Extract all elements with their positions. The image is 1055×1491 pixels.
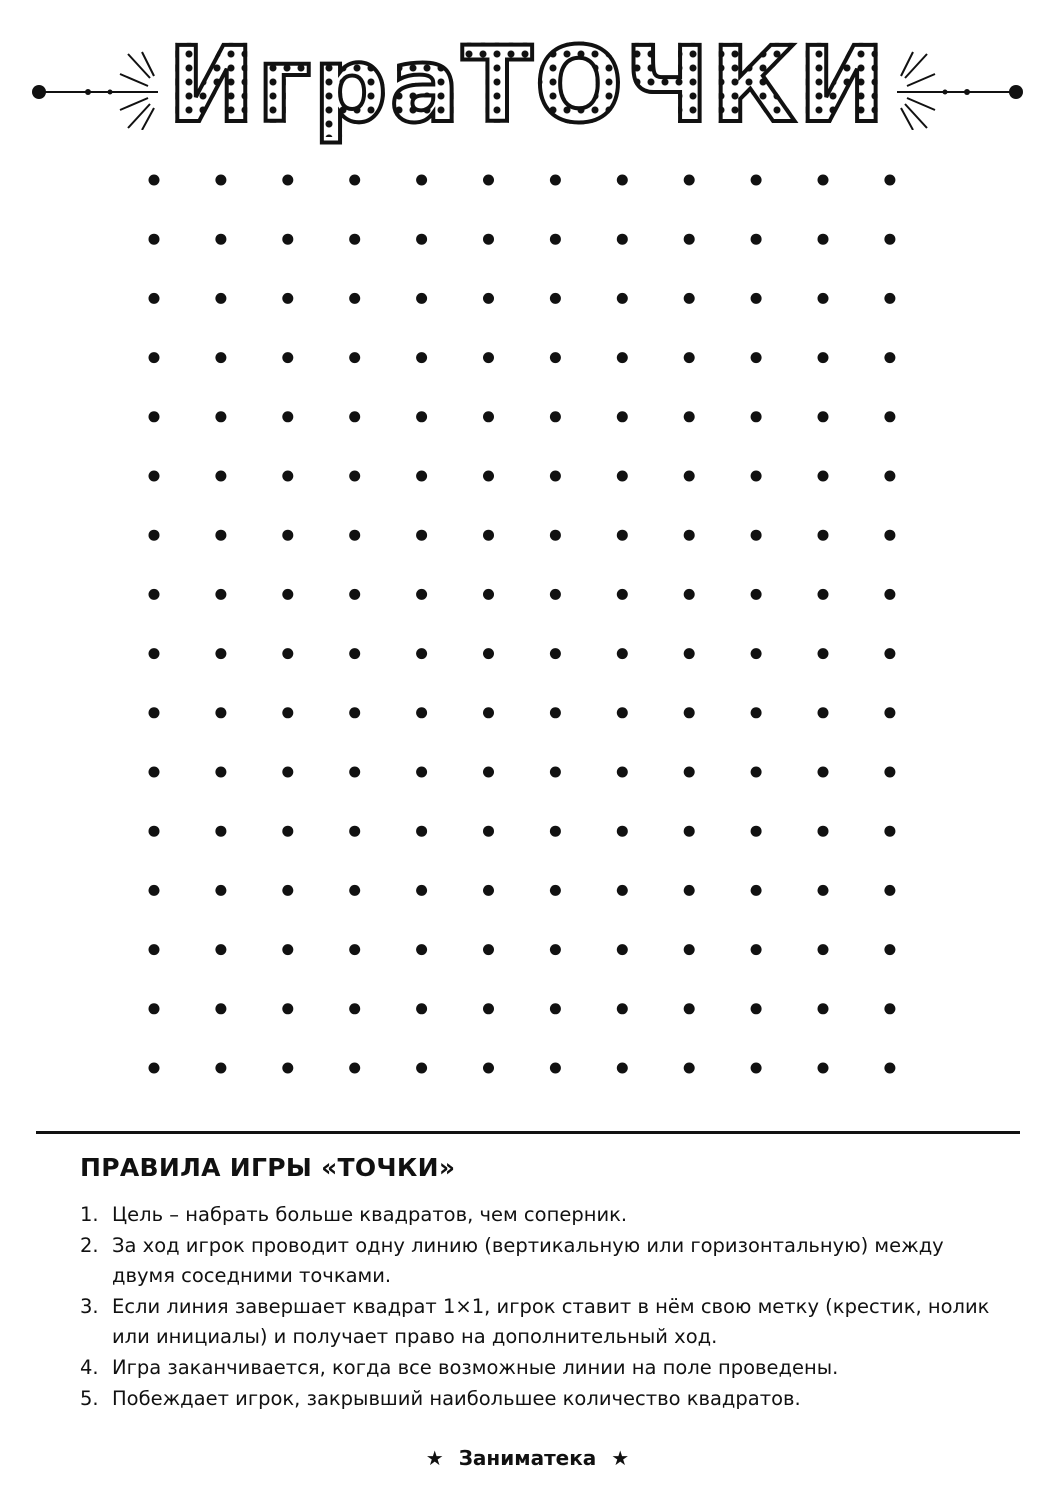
grid-dot[interactable] — [416, 589, 427, 600]
grid-dot[interactable] — [215, 767, 226, 778]
grid-dot[interactable] — [215, 352, 226, 363]
grid-dot[interactable] — [416, 411, 427, 422]
grid-dot[interactable] — [215, 293, 226, 304]
grid-dot[interactable] — [550, 826, 561, 837]
grid-dot[interactable] — [282, 352, 293, 363]
grid-dot[interactable] — [282, 530, 293, 541]
grid-dot[interactable] — [416, 530, 427, 541]
grid-dot[interactable] — [149, 885, 160, 896]
grid-dot[interactable] — [215, 944, 226, 955]
grid-dot[interactable] — [884, 471, 895, 482]
grid-dot[interactable] — [684, 885, 695, 896]
grid-dot[interactable] — [550, 767, 561, 778]
grid-dot[interactable] — [751, 1003, 762, 1014]
grid-dot[interactable] — [818, 530, 829, 541]
grid-dot[interactable] — [884, 707, 895, 718]
grid-dot[interactable] — [617, 234, 628, 245]
grid-dot[interactable] — [818, 234, 829, 245]
rule-number: 5. — [80, 1387, 99, 1410]
grid-dot[interactable] — [483, 707, 494, 718]
grid-dot[interactable] — [149, 530, 160, 541]
grid-dot[interactable] — [617, 885, 628, 896]
grid-dot[interactable] — [884, 1003, 895, 1014]
grid-dot[interactable] — [282, 767, 293, 778]
grid-dot[interactable] — [483, 1003, 494, 1014]
grid-dot[interactable] — [483, 411, 494, 422]
grid-dot[interactable] — [349, 293, 360, 304]
rule-item — [80, 1384, 1000, 1414]
grid-dot[interactable] — [751, 707, 762, 718]
grid-dot[interactable] — [884, 589, 895, 600]
grid-dot[interactable] — [818, 352, 829, 363]
grid-dot[interactable] — [349, 1003, 360, 1014]
grid-dot[interactable] — [884, 1063, 895, 1074]
grid-dot[interactable] — [149, 293, 160, 304]
grid-dot[interactable] — [282, 1003, 293, 1014]
footer-brand — [0, 1446, 1055, 1470]
grid-dot[interactable] — [149, 1003, 160, 1014]
grid-dot[interactable] — [617, 826, 628, 837]
grid-dot[interactable] — [483, 234, 494, 245]
grid-dot[interactable] — [149, 471, 160, 482]
grid-dot[interactable] — [818, 293, 829, 304]
grid-dot[interactable] — [215, 826, 226, 837]
rule-number: 1. — [80, 1203, 99, 1226]
grid-dot[interactable] — [550, 589, 561, 600]
grid-dot[interactable] — [416, 1003, 427, 1014]
grid-dot[interactable] — [483, 885, 494, 896]
grid-dot[interactable] — [884, 826, 895, 837]
grid-dot[interactable] — [550, 471, 561, 482]
grid-dot[interactable] — [617, 411, 628, 422]
grid-dot[interactable] — [215, 707, 226, 718]
grid-dot[interactable] — [483, 293, 494, 304]
rule-text: Игра заканчивается, когда все возможные линии на поле проведены. — [112, 1356, 839, 1379]
star-right-icon: ★ — [611, 1446, 630, 1470]
grid-dot[interactable] — [818, 1063, 829, 1074]
star-left-icon: ★ — [425, 1446, 444, 1470]
grid-dot[interactable] — [282, 707, 293, 718]
grid-dot[interactable] — [149, 944, 160, 955]
grid-dot[interactable] — [617, 944, 628, 955]
grid-dot[interactable] — [684, 826, 695, 837]
grid-dot[interactable] — [149, 175, 160, 186]
grid-dot[interactable] — [751, 589, 762, 600]
rule-number: 2. — [80, 1234, 99, 1257]
grid-dot[interactable] — [149, 352, 160, 363]
grid-dot[interactable] — [617, 767, 628, 778]
grid-dot[interactable] — [818, 648, 829, 659]
grid-dot[interactable] — [884, 175, 895, 186]
grid-dot[interactable] — [282, 589, 293, 600]
title-word-game: Игра — [167, 24, 462, 146]
grid-dot[interactable] — [751, 885, 762, 896]
grid-dot[interactable] — [818, 1003, 829, 1014]
grid-dot[interactable] — [149, 411, 160, 422]
grid-dot[interactable] — [416, 944, 427, 955]
divider-line — [36, 1131, 1020, 1134]
grid-dot[interactable] — [282, 175, 293, 186]
grid-dot[interactable] — [483, 648, 494, 659]
grid-dot[interactable] — [684, 944, 695, 955]
grid-dot[interactable] — [416, 826, 427, 837]
grid-dot[interactable] — [684, 1063, 695, 1074]
grid-dot[interactable] — [751, 471, 762, 482]
grid-dot[interactable] — [684, 767, 695, 778]
grid-dot[interactable] — [149, 767, 160, 778]
grid-dot[interactable] — [550, 1063, 561, 1074]
grid-dot[interactable] — [416, 1063, 427, 1074]
grid-dot[interactable] — [550, 530, 561, 541]
grid-dot[interactable] — [617, 707, 628, 718]
rule-number: 4. — [80, 1356, 99, 1379]
grid-dot[interactable] — [550, 885, 561, 896]
grid-dot[interactable] — [349, 352, 360, 363]
grid-dot[interactable] — [550, 1003, 561, 1014]
grid-dot[interactable] — [349, 1063, 360, 1074]
grid-dot[interactable] — [684, 1003, 695, 1014]
grid-dot[interactable] — [818, 767, 829, 778]
grid-dot[interactable] — [483, 352, 494, 363]
grid-dot[interactable] — [349, 648, 360, 659]
grid-dot[interactable] — [751, 648, 762, 659]
rule-text: За ход игрок проводит одну линию (вертикальную или горизонтальную) между двумя соседними точками. — [112, 1234, 944, 1287]
grid-dot[interactable] — [349, 767, 360, 778]
grid-dot[interactable] — [884, 293, 895, 304]
grid-dot[interactable] — [550, 411, 561, 422]
grid-dot[interactable] — [550, 352, 561, 363]
grid-dot[interactable] — [550, 234, 561, 245]
grid-dot[interactable] — [884, 352, 895, 363]
grid-dot[interactable] — [617, 1063, 628, 1074]
grid-dot[interactable] — [684, 589, 695, 600]
grid-dot[interactable] — [215, 589, 226, 600]
grid-dot[interactable] — [751, 1063, 762, 1074]
grid-dot[interactable] — [282, 1063, 293, 1074]
rule-text: Побеждает игрок, закрывший наибольшее количество квадратов. — [112, 1387, 801, 1410]
grid-dot[interactable] — [818, 471, 829, 482]
grid-dot[interactable] — [215, 1003, 226, 1014]
rule-item — [80, 1353, 1000, 1383]
grid-dot[interactable] — [617, 293, 628, 304]
grid-dot[interactable] — [818, 589, 829, 600]
grid-dot[interactable] — [818, 826, 829, 837]
grid-dot[interactable] — [884, 885, 895, 896]
grid-dot[interactable] — [349, 589, 360, 600]
grid-dot[interactable] — [884, 530, 895, 541]
grid-dot[interactable] — [282, 471, 293, 482]
grid-dot[interactable] — [416, 293, 427, 304]
grid-dot[interactable] — [416, 175, 427, 186]
grid-dot[interactable] — [751, 352, 762, 363]
grid-dot[interactable] — [215, 471, 226, 482]
rule-text: Цель – набрать больше квадратов, чем соперник. — [112, 1203, 628, 1226]
grid-dot[interactable] — [884, 234, 895, 245]
grid-dot[interactable] — [215, 648, 226, 659]
grid-dot[interactable] — [617, 530, 628, 541]
grid-dot[interactable] — [149, 648, 160, 659]
grid-dot[interactable] — [149, 826, 160, 837]
grid-dot[interactable] — [617, 648, 628, 659]
grid-dot[interactable] — [483, 944, 494, 955]
grid-dot[interactable] — [282, 648, 293, 659]
grid-dot[interactable] — [550, 293, 561, 304]
grid-dot[interactable] — [215, 175, 226, 186]
grid-dot[interactable] — [483, 826, 494, 837]
grid-dot[interactable] — [617, 471, 628, 482]
grid-dot[interactable] — [550, 648, 561, 659]
grid-dot[interactable] — [751, 530, 762, 541]
rule-item — [80, 1200, 1000, 1230]
grid-dot[interactable] — [349, 471, 360, 482]
grid-dot[interactable] — [550, 175, 561, 186]
grid-dot[interactable] — [818, 707, 829, 718]
grid-dot[interactable] — [349, 411, 360, 422]
grid-dot[interactable] — [751, 767, 762, 778]
grid-dot[interactable] — [684, 707, 695, 718]
grid-dot[interactable] — [215, 885, 226, 896]
grid-dot[interactable] — [684, 648, 695, 659]
rule-item — [80, 1292, 1000, 1352]
title-word-dots: ТОЧКИ — [461, 24, 888, 146]
grid-dot[interactable] — [884, 648, 895, 659]
grid-dot[interactable] — [818, 944, 829, 955]
grid-dot[interactable] — [349, 234, 360, 245]
grid-dot[interactable] — [416, 471, 427, 482]
grid-dot[interactable] — [282, 411, 293, 422]
grid-dot[interactable] — [349, 707, 360, 718]
grid-dot[interactable] — [550, 707, 561, 718]
grid-dot[interactable] — [684, 175, 695, 186]
grid-dot[interactable] — [349, 175, 360, 186]
grid-dot[interactable] — [483, 471, 494, 482]
grid-dot[interactable] — [349, 826, 360, 837]
grid-dot[interactable] — [483, 175, 494, 186]
grid-dot[interactable] — [550, 944, 561, 955]
grid-dot[interactable] — [282, 885, 293, 896]
grid-dot[interactable] — [617, 352, 628, 363]
grid-dot[interactable] — [416, 707, 427, 718]
grid-dot[interactable] — [149, 589, 160, 600]
grid-dot[interactable] — [751, 944, 762, 955]
grid-dot[interactable] — [349, 944, 360, 955]
grid-dot[interactable] — [349, 885, 360, 896]
rule-text: Если линия завершает квадрат 1×1, игрок ставит в нём свою метку (крестик, нолик или инициалы) и получает право на дополнительный ход. — [112, 1295, 990, 1348]
grid-dot[interactable] — [215, 530, 226, 541]
rules-list — [80, 1200, 1000, 1415]
grid-dot[interactable] — [215, 234, 226, 245]
grid-dot[interactable] — [751, 234, 762, 245]
grid-dot[interactable] — [149, 234, 160, 245]
grid-dot[interactable] — [483, 589, 494, 600]
rule-item — [80, 1231, 1000, 1291]
grid-dot[interactable] — [751, 826, 762, 837]
grid-dot[interactable] — [684, 411, 695, 422]
grid-dot[interactable] — [818, 885, 829, 896]
grid-dot[interactable] — [751, 411, 762, 422]
grid-dot[interactable] — [617, 589, 628, 600]
grid-dot[interactable] — [282, 293, 293, 304]
grid-dot[interactable] — [617, 175, 628, 186]
grid-dot[interactable] — [483, 1063, 494, 1074]
grid-dot[interactable] — [884, 767, 895, 778]
grid-dot[interactable] — [818, 411, 829, 422]
grid-dot[interactable] — [884, 411, 895, 422]
grid-dot[interactable] — [215, 1063, 226, 1074]
grid-dot[interactable] — [684, 530, 695, 541]
grid-dot[interactable] — [282, 944, 293, 955]
grid-dot[interactable] — [215, 411, 226, 422]
grid-dot[interactable] — [282, 234, 293, 245]
grid-dot[interactable] — [818, 175, 829, 186]
grid-dot[interactable] — [349, 530, 360, 541]
grid-dot[interactable] — [684, 352, 695, 363]
grid-dot[interactable] — [617, 1003, 628, 1014]
grid-dot[interactable] — [149, 1063, 160, 1074]
brand-name: Заниматека — [458, 1446, 597, 1470]
grid-dot[interactable] — [416, 885, 427, 896]
rule-number: 3. — [80, 1295, 99, 1318]
grid-dot[interactable] — [684, 293, 695, 304]
grid-dot[interactable] — [684, 471, 695, 482]
grid-dot[interactable] — [751, 293, 762, 304]
grid-dot[interactable] — [416, 352, 427, 363]
grid-dot[interactable] — [149, 707, 160, 718]
grid-dot[interactable] — [416, 648, 427, 659]
rules-heading: ПРАВИЛА ИГРЫ «ТОЧКИ» — [80, 1153, 456, 1182]
grid-dot[interactable] — [483, 530, 494, 541]
grid-dot[interactable] — [416, 234, 427, 245]
grid-dot[interactable] — [416, 767, 427, 778]
grid-dot[interactable] — [751, 175, 762, 186]
grid-dot[interactable] — [884, 944, 895, 955]
grid-dot[interactable] — [483, 767, 494, 778]
grid-dot[interactable] — [684, 234, 695, 245]
grid-dot[interactable] — [282, 826, 293, 837]
